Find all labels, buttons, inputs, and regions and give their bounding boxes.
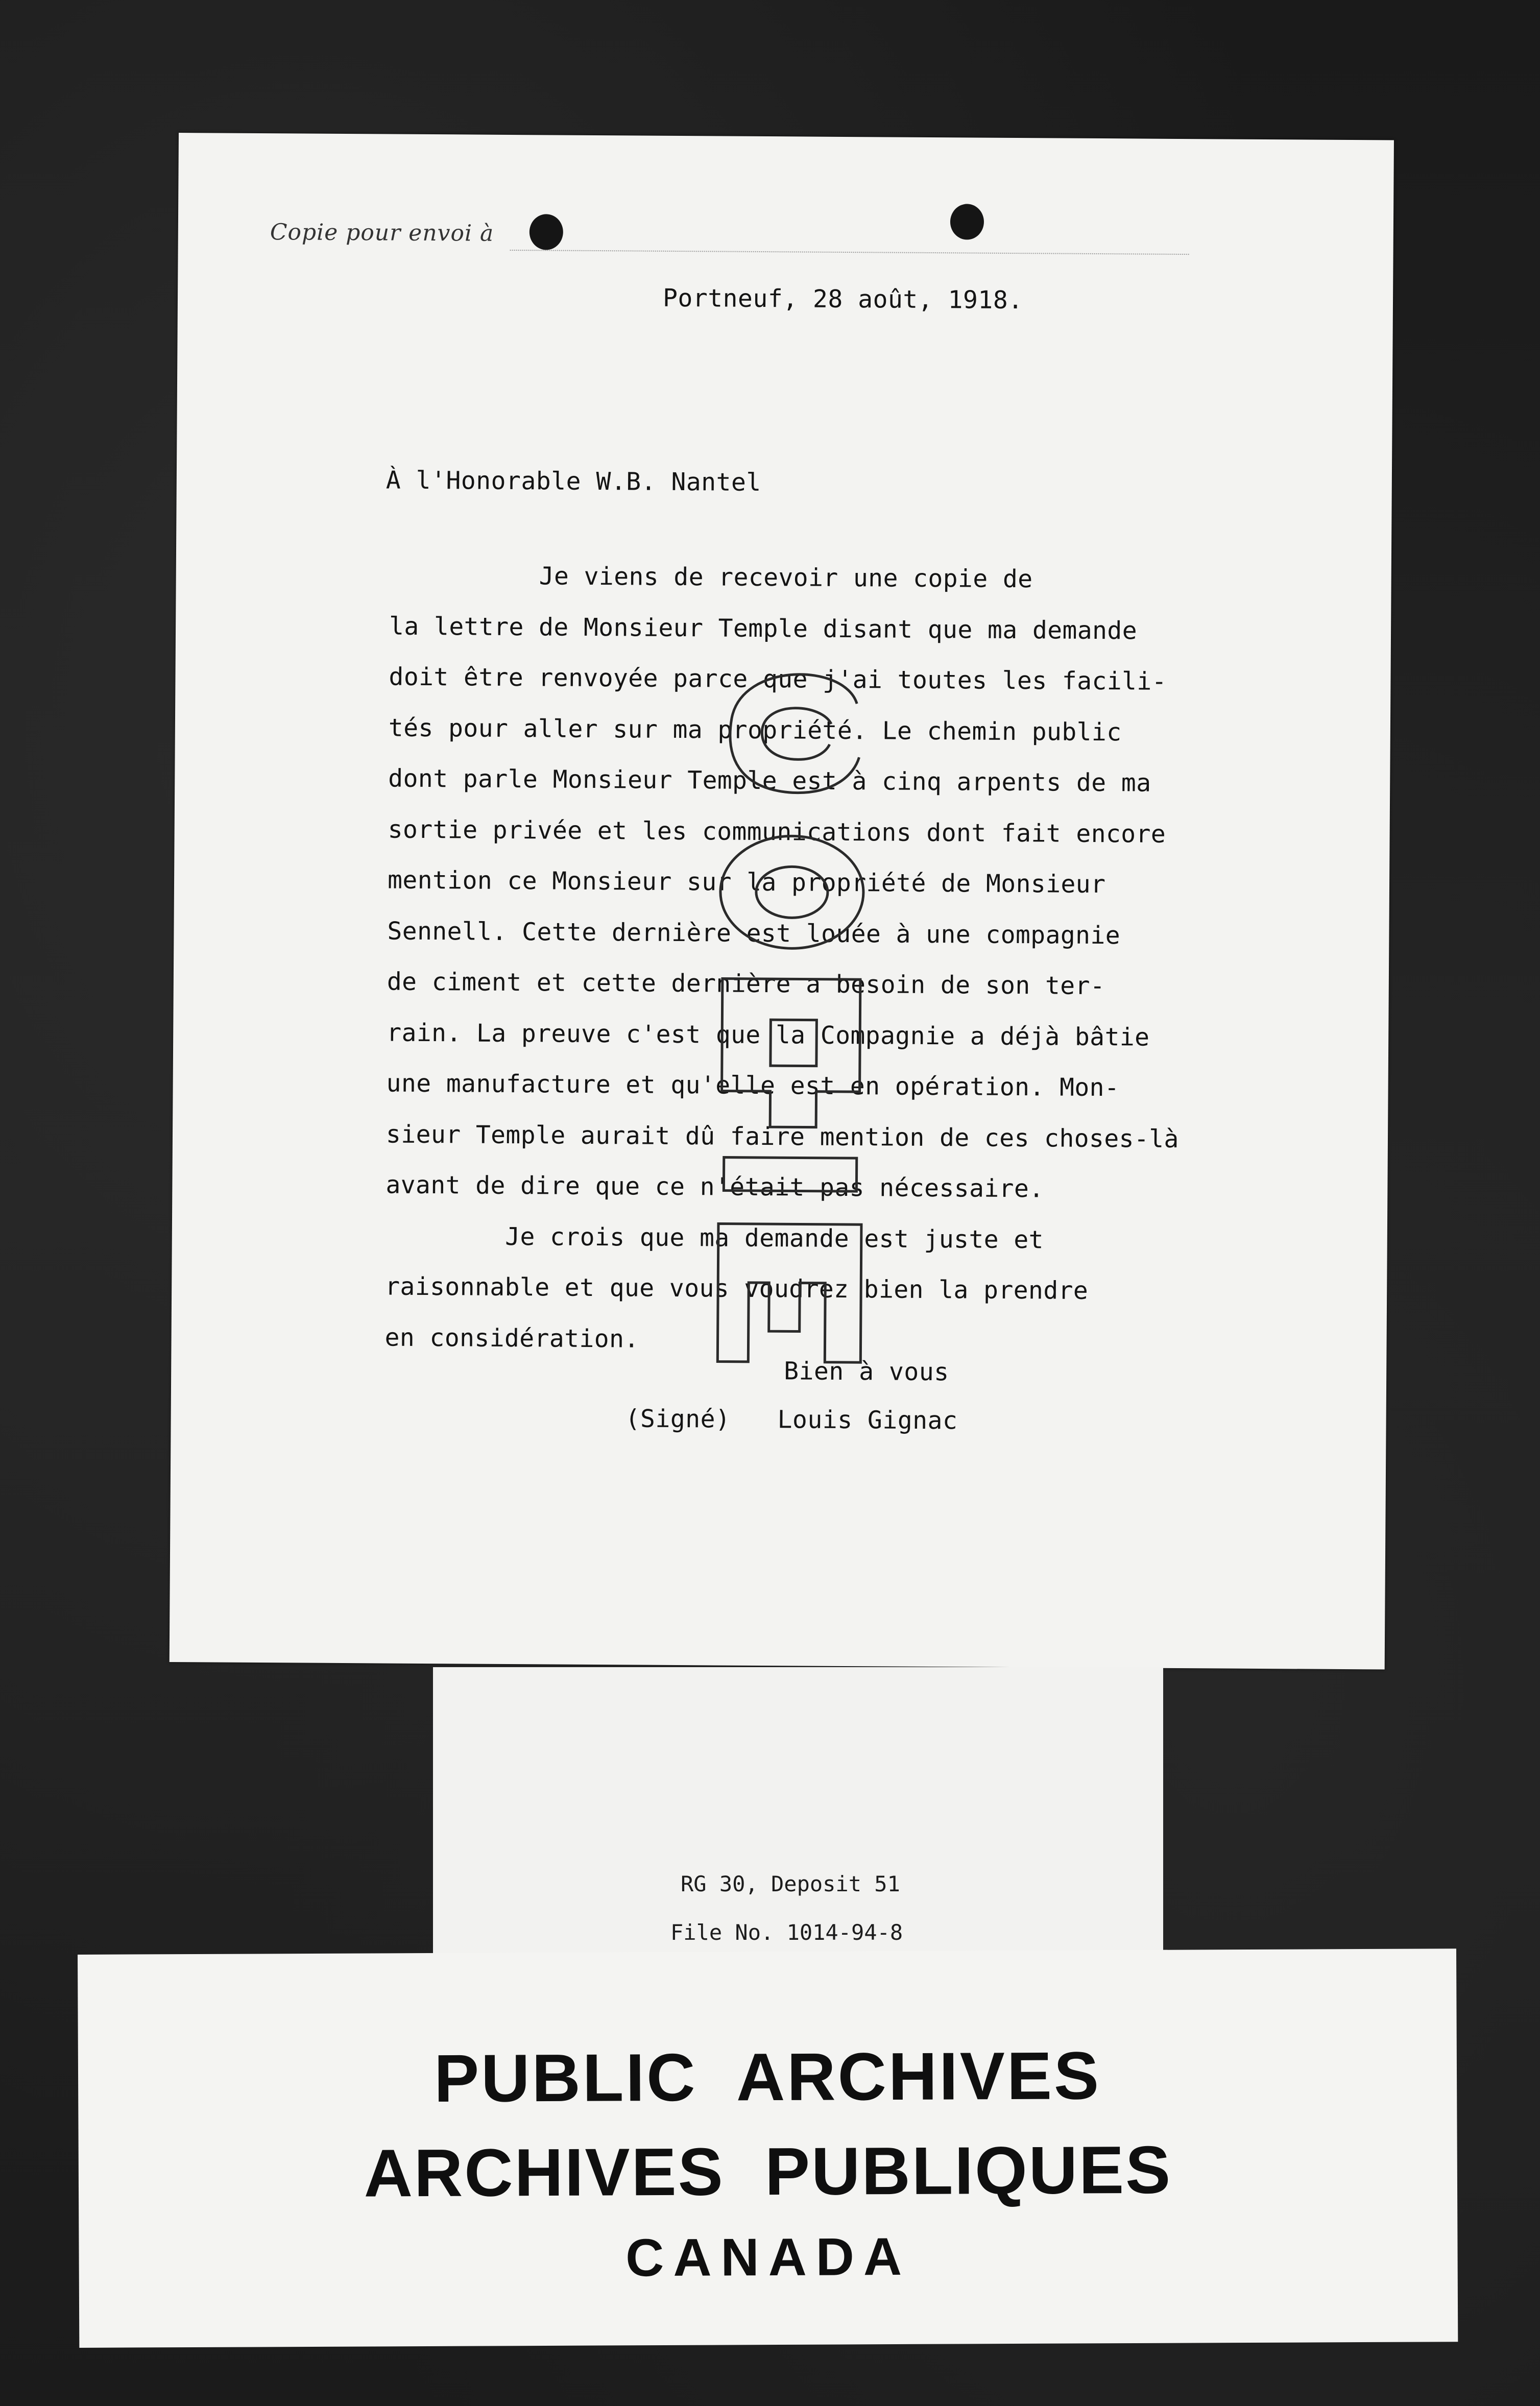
body-line: Je viens de recevoir une copie de [389,561,1033,594]
body-line: une manufacture et qu'elle est en opération. Mon- [386,1069,1120,1102]
banner-archives-publiques: ARCHIVES PUBLIQUES [364,2132,1172,2211]
body-line: tés pour aller sur ma propriété. Le chemin public [388,713,1122,747]
body-line: raisonnable et que vous voudrez bien la prendre [385,1272,1089,1305]
body-line: en considération. [384,1323,639,1354]
letterhead-label: Copie pour envoi à [270,219,494,247]
signature-name: Louis Gignac [777,1405,958,1435]
body-line: Sennell. Cette dernière est louée à une compagnie [387,917,1121,950]
closing: Bien à vous [784,1357,949,1387]
archives-banner [78,1948,1458,2348]
punch-hole-left [530,214,563,250]
banner-public-archives: PUBLIC ARCHIVES [434,2038,1101,2116]
date-line: Portneuf, 28 août, 1918. [662,283,1023,315]
body-line: Je crois que ma demande est juste et [385,1221,1044,1254]
reference-card [433,1667,1163,1984]
banner-canada: CANADA [625,2227,911,2288]
body-line: sieur Temple aurait dû faire mention de ces choses-là [386,1120,1179,1153]
punch-hole-right [950,204,984,239]
body-line: mention ce Monsieur sur la propriété de Monsieur [387,865,1106,899]
signed-label: (Signé) [625,1404,731,1434]
body-line: rain. La preuve c'est que la Compagnie a déjà bâtie [387,1018,1150,1052]
body-line: avant de dire que ce n'était pas nécessaire. [386,1170,1044,1204]
body-line: sortie privée et les communications dont fait encore [388,815,1166,849]
letter-page [170,133,1394,1669]
reference-deposit: RG 30, Deposit 51 [681,1871,900,1896]
letterhead-rule [510,250,1189,255]
body-line: la lettre de Monsieur Temple disant que ma demande [389,612,1138,645]
body-line: doit être renvoyée parce que j'ai toutes les facili- [389,662,1167,696]
body-line: dont parle Monsieur Temple est à cinq arpents de ma [388,764,1151,798]
body-line: de ciment et cette dernière a besoin de son ter- [387,967,1105,1001]
salutation: À l'Honorable W.B. Nantel [386,466,761,497]
reference-file-number: File No. 1014-94-8 [670,1920,903,1945]
letter-body [384,550,1183,1368]
